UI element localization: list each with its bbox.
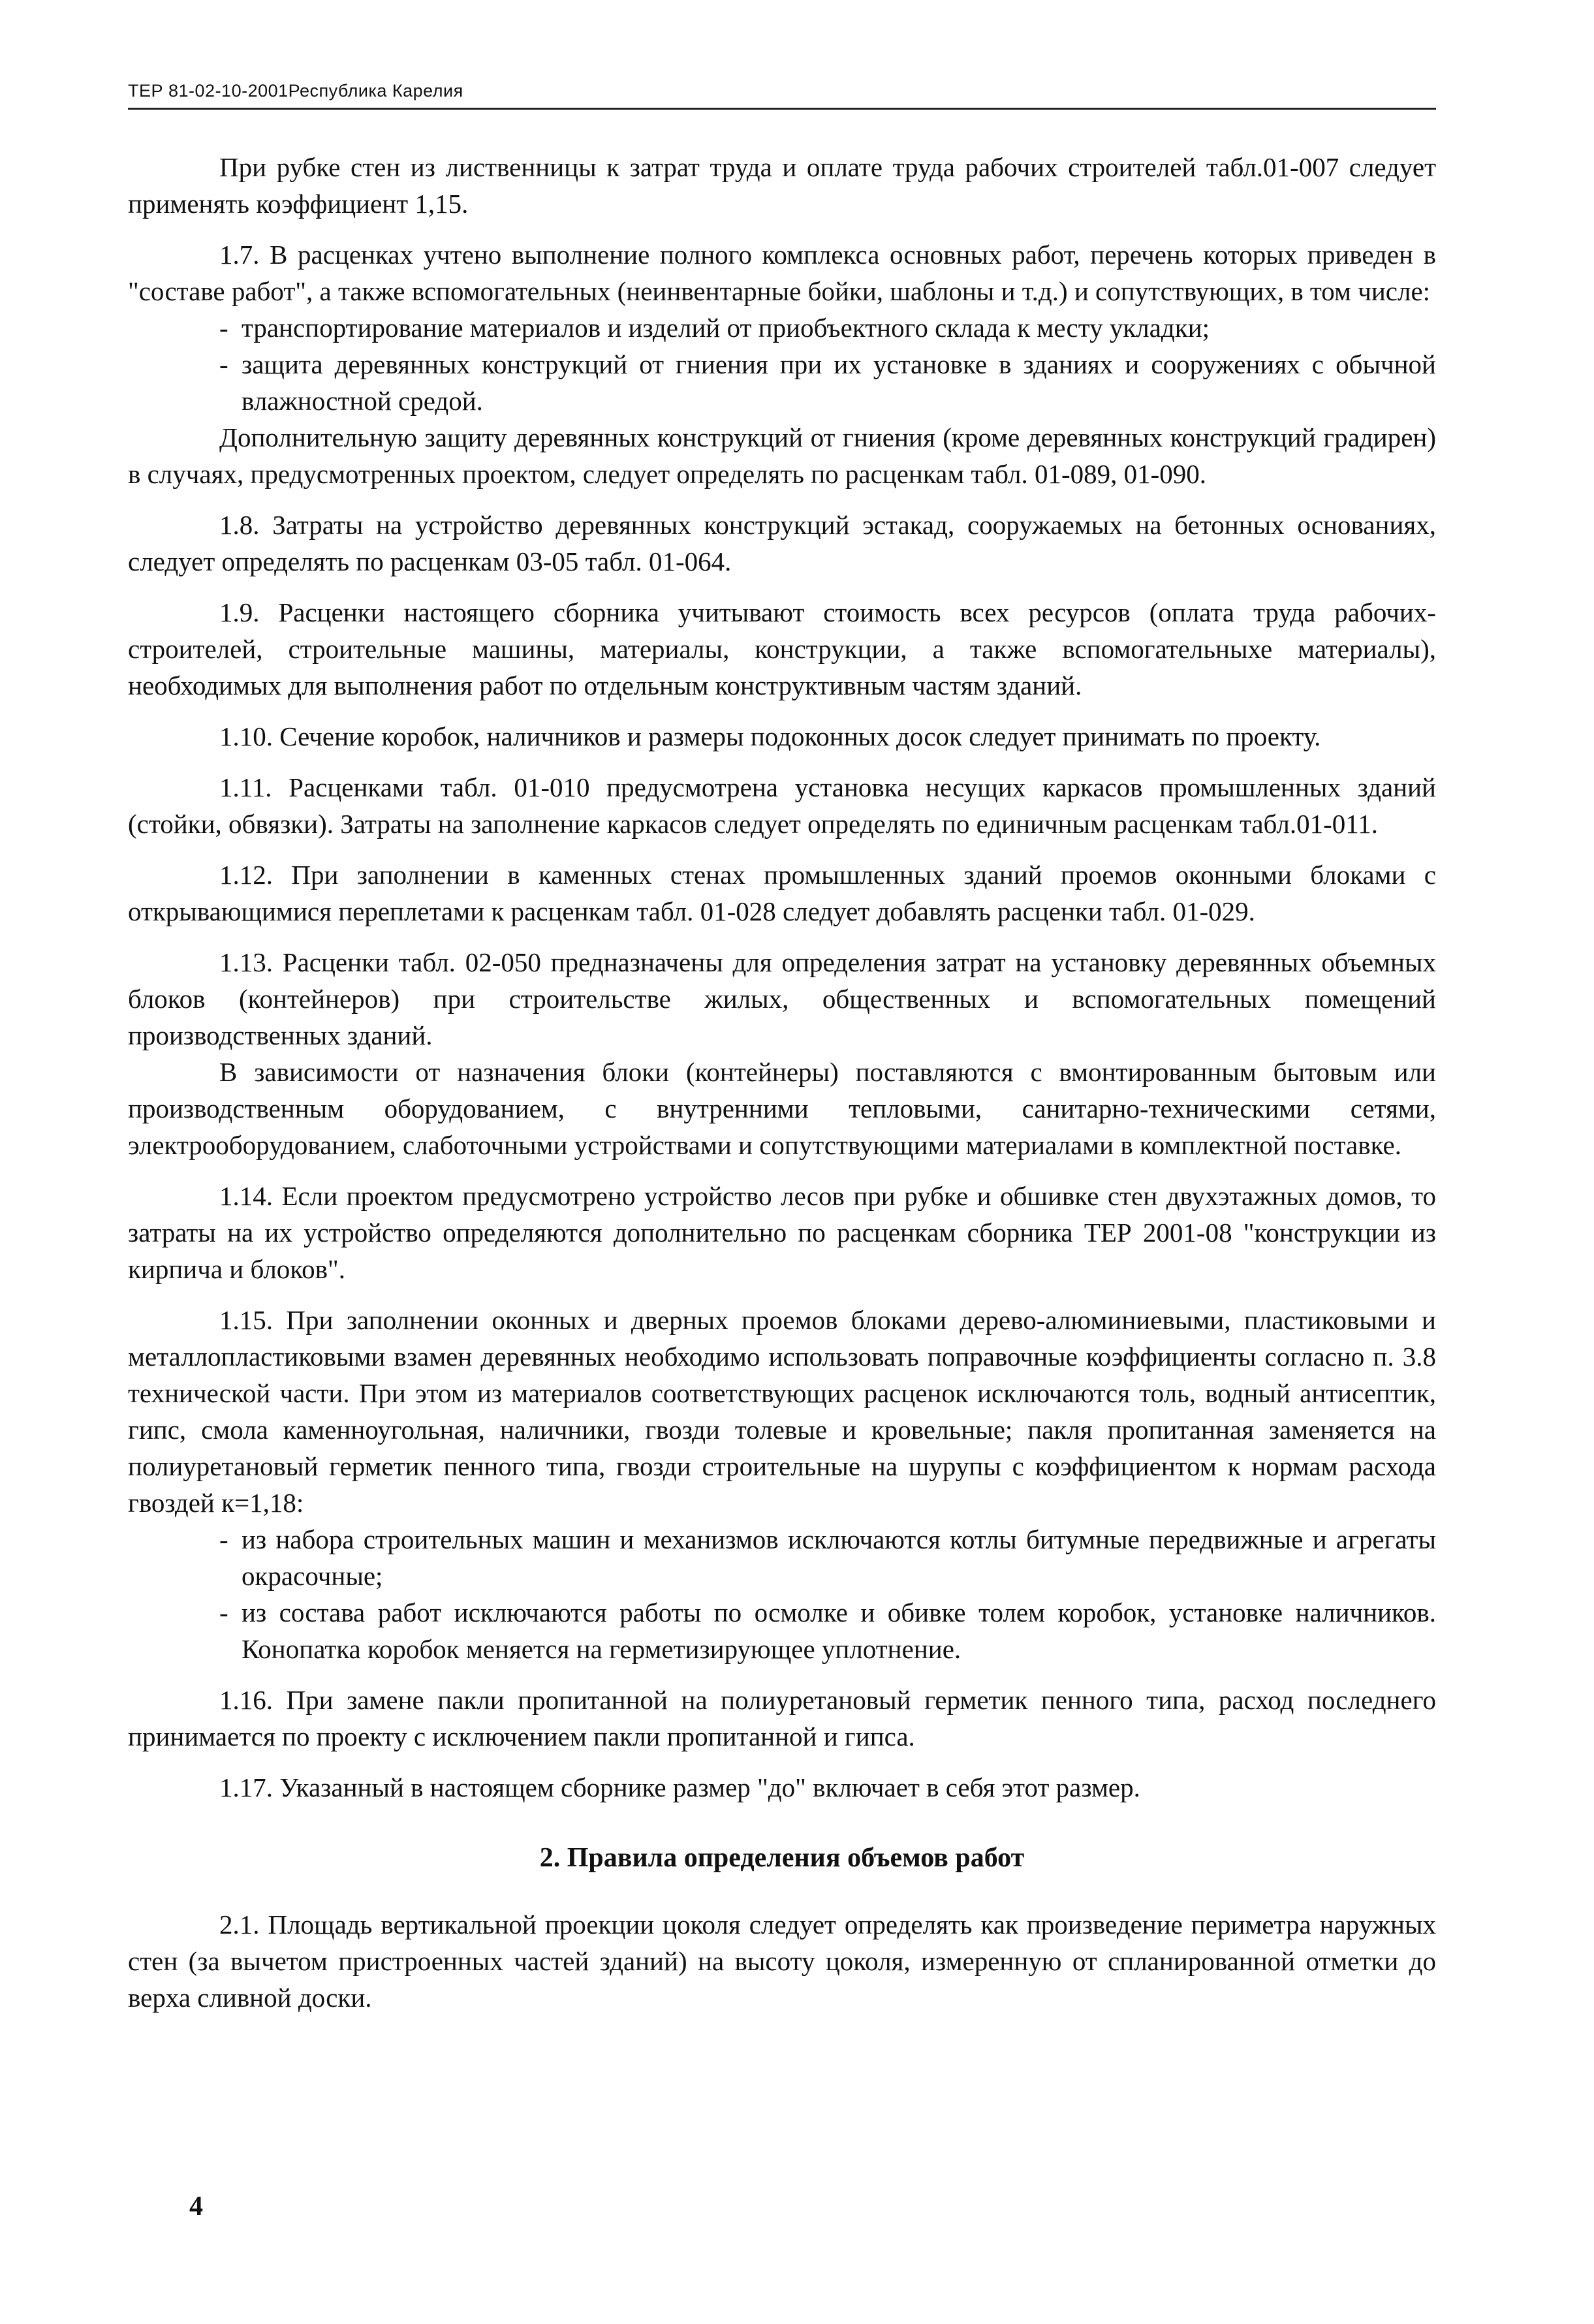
list-dash: - bbox=[219, 1524, 228, 1554]
list-item: - из набора строительных машин и механизмов исключаются котлы битумные передвижные и агрегаты окрасочные; bbox=[128, 1521, 1436, 1594]
paragraph-1-10: 1.10. Сечение коробок, наличников и размеры подоконных досок следует принимать по проекту. bbox=[219, 721, 1321, 751]
section-heading: 2. Правила определения объемов работ bbox=[539, 1843, 1025, 1873]
list-item: - защита деревянных конструкций от гниения при их установке в зданиях и сооружениях с обычной влажностной средой. bbox=[128, 346, 1436, 419]
paragraph-1-8: 1.8. Затраты на устройство деревянных конструкций эстакад, сооружаемых на бетонных основаниях, следует определять по расценкам 03-05 табл. 01-064. bbox=[128, 510, 1436, 576]
paragraph-1-13-extra: В зависимости от назначения блоки (контейнеры) поставляются с вмонтированным бытовым или производственным оборудованием, с внутренними тепловыми, санитарно-техническими сетями, электрооборудованием, слаботочными устройствами и сопутствующими материалами в комплектной поставке. bbox=[128, 1057, 1436, 1160]
paragraph-1-16: 1.16. При замене пакли пропитанной на полиуретановый герметик пенного типа, расход последнего принимается по проекту с исключением пакли пропитанной и гипса. bbox=[128, 1685, 1436, 1751]
paragraph-1-17: 1.17. Указанный в настоящем сборнике размер "до" включает в себя этот размер. bbox=[219, 1772, 1140, 1802]
list-dash: - bbox=[219, 349, 228, 379]
paragraph-2-1: 2.1. Площадь вертикальной проекции цоколя следует определять как произведение периметра наружных стен (за вычетом пристроенных частей зданий) на высоту цоколя, измеренную от спланированной отметки до верха сливной доски. bbox=[128, 1909, 1436, 2013]
paragraph-1-11: 1.11. Расценками табл. 01-010 предусмотрена установка несущих каркасов промышленных зданий (стойки, обвязки). Затраты на заполнение каркасов следует определять по единичным расценкам табл.01-011. bbox=[128, 772, 1436, 839]
list-dash: - bbox=[219, 1597, 228, 1627]
paragraph-1-12: 1.12. При заполнении в каменных стенах промышленных зданий проемов оконными блоками с открывающимися переплетами к расценкам табл. 01-028 следует добавлять расценки табл. 01-029. bbox=[128, 860, 1436, 926]
paragraph-1-13: 1.13. Расценки табл. 02-050 предназначены для определения затрат на установку деревянных объемных блоков (контейнеров) при строительстве жилых, общественных и вспомогательных помещений производственных зданий. bbox=[128, 947, 1436, 1050]
paragraph-1-9: 1.9. Расценки настоящего сборника учитывают стоимость всех ресурсов (оплата труда рабочих-строителей, строительные машины, материалы, конструкции, а также вспомогательныхе материалы), необходимых для выполнения работ по отдельным конструктивным частям зданий. bbox=[128, 597, 1436, 700]
list-dash: - bbox=[219, 313, 228, 343]
document-body bbox=[128, 149, 1436, 2016]
paragraph-1-7-extra: Дополнительную защиту деревянных конструкций от гниения (кроме деревянных конструкций градирен) в случаях, предусмотренных проектом, следует определять по расценкам табл. 01-089, 01-090. bbox=[128, 422, 1436, 489]
list-1-7 bbox=[128, 309, 1436, 419]
list-item: - транспортирование материалов и изделий от приобъектного склада к месту укладки; bbox=[128, 309, 1436, 346]
paragraph-1-15: 1.15. При заполнении оконных и дверных проемов блоками дерево-алюминиевыми, пластиковыми и металлопластиковыми взамен деревянных необходимо использовать поправочные коэффициенты согласно п. 3.8 технической части. При этом из материалов соответствующих расценок исключаются толь, водный антисептик, гипс, смола каменноугольная, наличники, гвозди толевые и кровельные; пакля пропитанная заменяется на полиуретановый герметик пенного типа, гвозди строительные на шурупы с коэффициентом к нормам расхода гвоздей к=1,18: bbox=[128, 1305, 1436, 1518]
paragraph-1-14: 1.14. Если проектом предусмотрено устройство лесов при рубке и обшивке стен двухэтажных домов, то затраты на их устройство определяются дополнительно по расценкам сборника ТЕР 2001-08 "конструкции из кирпича и блоков". bbox=[128, 1181, 1436, 1284]
list-1-15 bbox=[128, 1521, 1436, 1667]
paragraph-1-7: 1.7. В расценках учтено выполнение полного комплекса основных работ, перечень которых приведен в "составе работ", а также вспомогательных (неинвентарные бойки, шаблоны и т.д.) и сопутствующих, в том числе: bbox=[128, 240, 1436, 306]
list-item: - из состава работ исключаются работы по осмолке и обивке толем коробок, установке наличников. Конопатка коробок меняется на герметизирующее уплотнение. bbox=[128, 1594, 1436, 1667]
page-number: 4 bbox=[189, 2191, 203, 2222]
paragraph-intro: При рубке стен из лиственницы к затрат труда и оплате труда рабочих строителей табл.01-007 следует применять коэффициент 1,15. bbox=[128, 152, 1436, 219]
running-header: ТЕР 81-02-10-2001Республика Карелия bbox=[128, 81, 1436, 110]
